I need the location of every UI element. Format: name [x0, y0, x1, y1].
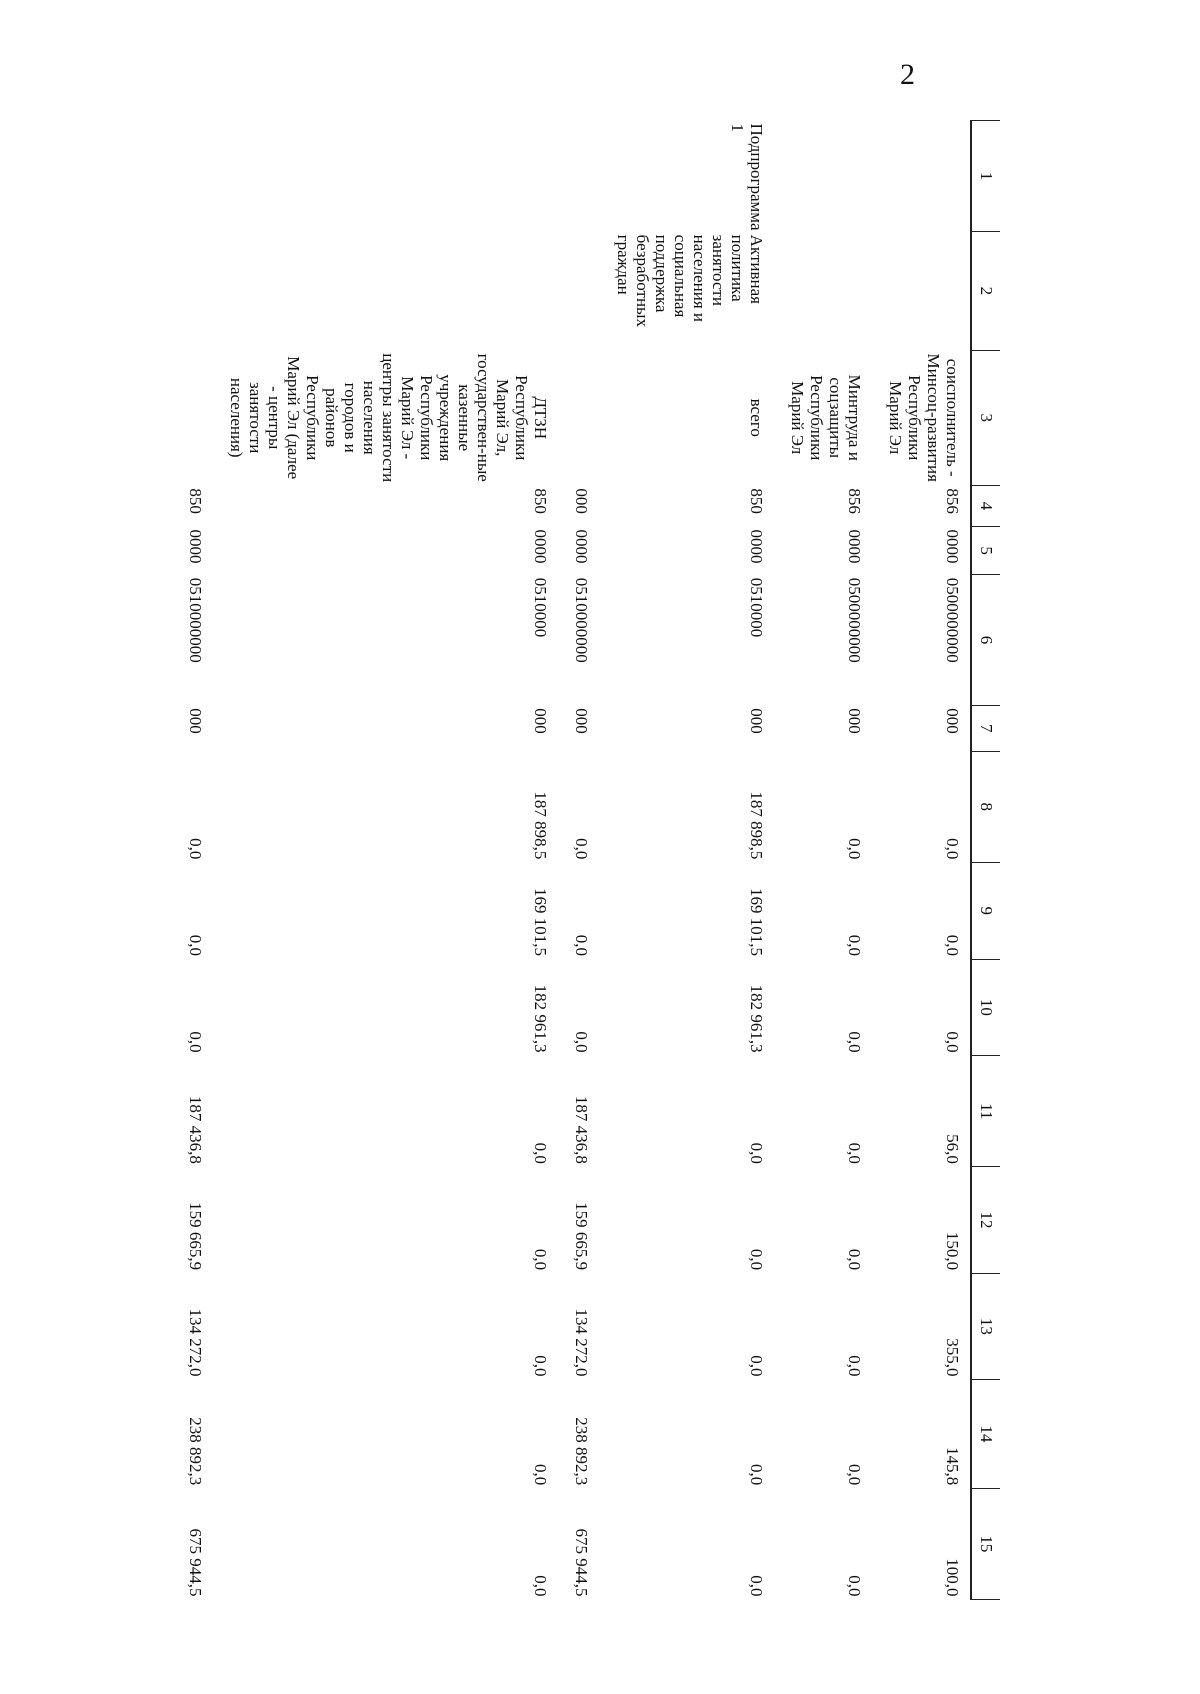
value-cell: 159 665,9 [572, 1202, 592, 1271]
value-cell: 150,0 [943, 1231, 962, 1271]
title-cell [872, 232, 971, 350]
value-cell: 159 665,9 [185, 1202, 205, 1271]
table-row [558, 121, 599, 1600]
code-cell: 856 [943, 488, 962, 514]
value-cell: 0,0 [531, 1463, 551, 1486]
code-cell: 0500000000 [943, 577, 962, 663]
value-cell: 0,0 [572, 934, 592, 957]
code-cell: 0510000 [746, 577, 766, 638]
value-cell: 0,0 [844, 1355, 864, 1377]
program-cell [774, 121, 872, 232]
value-cell: 0,0 [531, 1355, 551, 1377]
value-cell: 355,0 [943, 1338, 962, 1377]
value-cell: 187 436,8 [185, 1095, 205, 1164]
value-cell: 0,0 [943, 1031, 962, 1053]
program-cell [213, 121, 559, 232]
column-header: 6 [971, 575, 1000, 706]
table-row [774, 121, 872, 1600]
value-cell: 0,0 [746, 1463, 766, 1486]
value-cell: 238 892,3 [185, 1417, 205, 1486]
value-cell: 0,0 [943, 838, 962, 860]
column-header: 11 [971, 1056, 1000, 1167]
value-cell: 0,0 [844, 1575, 864, 1597]
value-cell: 0,0 [844, 1142, 864, 1164]
value-cell: 134 272,0 [185, 1308, 205, 1377]
value-cell: 0,0 [531, 1248, 551, 1271]
value-cell: 169 101,5 [746, 888, 766, 957]
code-cell: 000 [943, 708, 962, 734]
value-cell: 134 272,0 [572, 1308, 592, 1377]
column-header: 15 [971, 1488, 1000, 1599]
executor-cell [558, 350, 599, 485]
executor-cell: ДТЗН Республики Марий Эл, государствен-ные казенные учреждения Республики Марий Эл - центры занятости населения городов и районов Республики Марий Эл (далее - центры занятости населения) [226, 353, 551, 483]
value-cell: 675 944,5 [572, 1528, 592, 1597]
table-row [172, 121, 213, 1600]
column-header: 3 [971, 350, 1000, 485]
value-cell: 187 898,5 [746, 791, 766, 860]
column-header: 10 [971, 959, 1000, 1056]
value-cell: 0,0 [572, 838, 592, 860]
column-header: 14 [971, 1379, 1000, 1488]
value-cell: 0,0 [943, 934, 962, 957]
column-header: 9 [971, 862, 1000, 959]
title-cell [558, 232, 599, 350]
column-number-row [971, 121, 1000, 1600]
column-header: 7 [971, 705, 1000, 751]
code-cell: 850 [185, 488, 205, 514]
code-cell: 0000 [531, 529, 551, 564]
title-cell [213, 232, 559, 350]
code-cell: 000 [844, 708, 864, 734]
column-header: 8 [971, 751, 1000, 862]
budget-table [172, 120, 1000, 1600]
code-cell: 000 [572, 488, 592, 514]
value-cell: 0,0 [531, 1142, 551, 1164]
table-row [872, 121, 971, 1600]
executor-cell: всего [746, 398, 766, 437]
code-cell: 000 [746, 708, 766, 734]
executor-cell: соисполнитель - Минсоц-развития Республики Марий Эл [885, 353, 962, 482]
program-cell [558, 121, 599, 232]
code-cell: 000 [185, 708, 205, 734]
executor-cell: Минтруда и соцзащиты Республики Марий Эл [787, 374, 864, 461]
value-cell: 100,0 [943, 1558, 962, 1597]
program-cell: Подпрограмма 1 [727, 123, 766, 231]
value-cell: 182 961,3 [746, 984, 766, 1053]
value-cell: 169 101,5 [531, 888, 551, 957]
value-cell: 145,8 [943, 1446, 962, 1486]
value-cell: 187 898,5 [531, 791, 551, 860]
title-cell [774, 232, 872, 350]
value-cell: 0,0 [844, 1463, 864, 1486]
code-cell: 0000 [185, 529, 205, 564]
value-cell: 0,0 [746, 1142, 766, 1164]
value-cell: 0,0 [185, 934, 205, 957]
code-cell: 0510000 [531, 577, 551, 638]
value-cell: 0,0 [844, 1248, 864, 1271]
value-cell: 0,0 [844, 1031, 864, 1053]
code-cell: 850 [746, 488, 766, 514]
column-header: 4 [971, 485, 1000, 526]
program-cell [172, 121, 213, 232]
title-cell: Активная политика занятости населения и социальная поддержка безработных граждан [613, 234, 766, 327]
table-row [213, 121, 559, 1600]
column-header: 12 [971, 1167, 1000, 1273]
code-cell: 000 [531, 708, 551, 734]
program-cell [872, 121, 971, 232]
rotated-table-wrapper [185, 120, 1000, 1600]
value-cell: 187 436,8 [572, 1095, 592, 1164]
code-cell: 000 [572, 708, 592, 734]
value-cell: 675 944,5 [185, 1528, 205, 1597]
value-cell: 0,0 [844, 838, 864, 860]
column-header: 5 [971, 526, 1000, 574]
code-cell: 0500000000 [844, 577, 864, 663]
code-cell: 0510000000 [572, 577, 592, 663]
code-cell: 850 [531, 488, 551, 514]
page-number: 2 [900, 58, 915, 91]
table-row [600, 121, 774, 1600]
column-header: 13 [971, 1273, 1000, 1379]
value-cell: 0,0 [185, 1031, 205, 1053]
value-cell: 0,0 [185, 838, 205, 860]
code-cell: 856 [844, 488, 864, 514]
value-cell: 182 961,3 [531, 984, 551, 1053]
code-cell: 0000 [746, 529, 766, 564]
value-cell: 56,0 [943, 1134, 962, 1164]
code-cell: 0510000000 [185, 577, 205, 663]
code-cell: 0000 [943, 529, 962, 564]
code-cell: 0000 [572, 529, 592, 564]
code-cell: 0000 [844, 529, 864, 564]
executor-cell [172, 350, 213, 485]
value-cell: 0,0 [746, 1355, 766, 1377]
value-cell: 238 892,3 [572, 1417, 592, 1486]
column-header: 2 [971, 232, 1000, 350]
title-cell [172, 232, 213, 350]
value-cell: 0,0 [531, 1575, 551, 1597]
column-header: 1 [971, 121, 1000, 232]
value-cell: 0,0 [746, 1575, 766, 1597]
value-cell: 0,0 [572, 1031, 592, 1053]
value-cell: 0,0 [844, 934, 864, 957]
value-cell: 0,0 [746, 1248, 766, 1271]
